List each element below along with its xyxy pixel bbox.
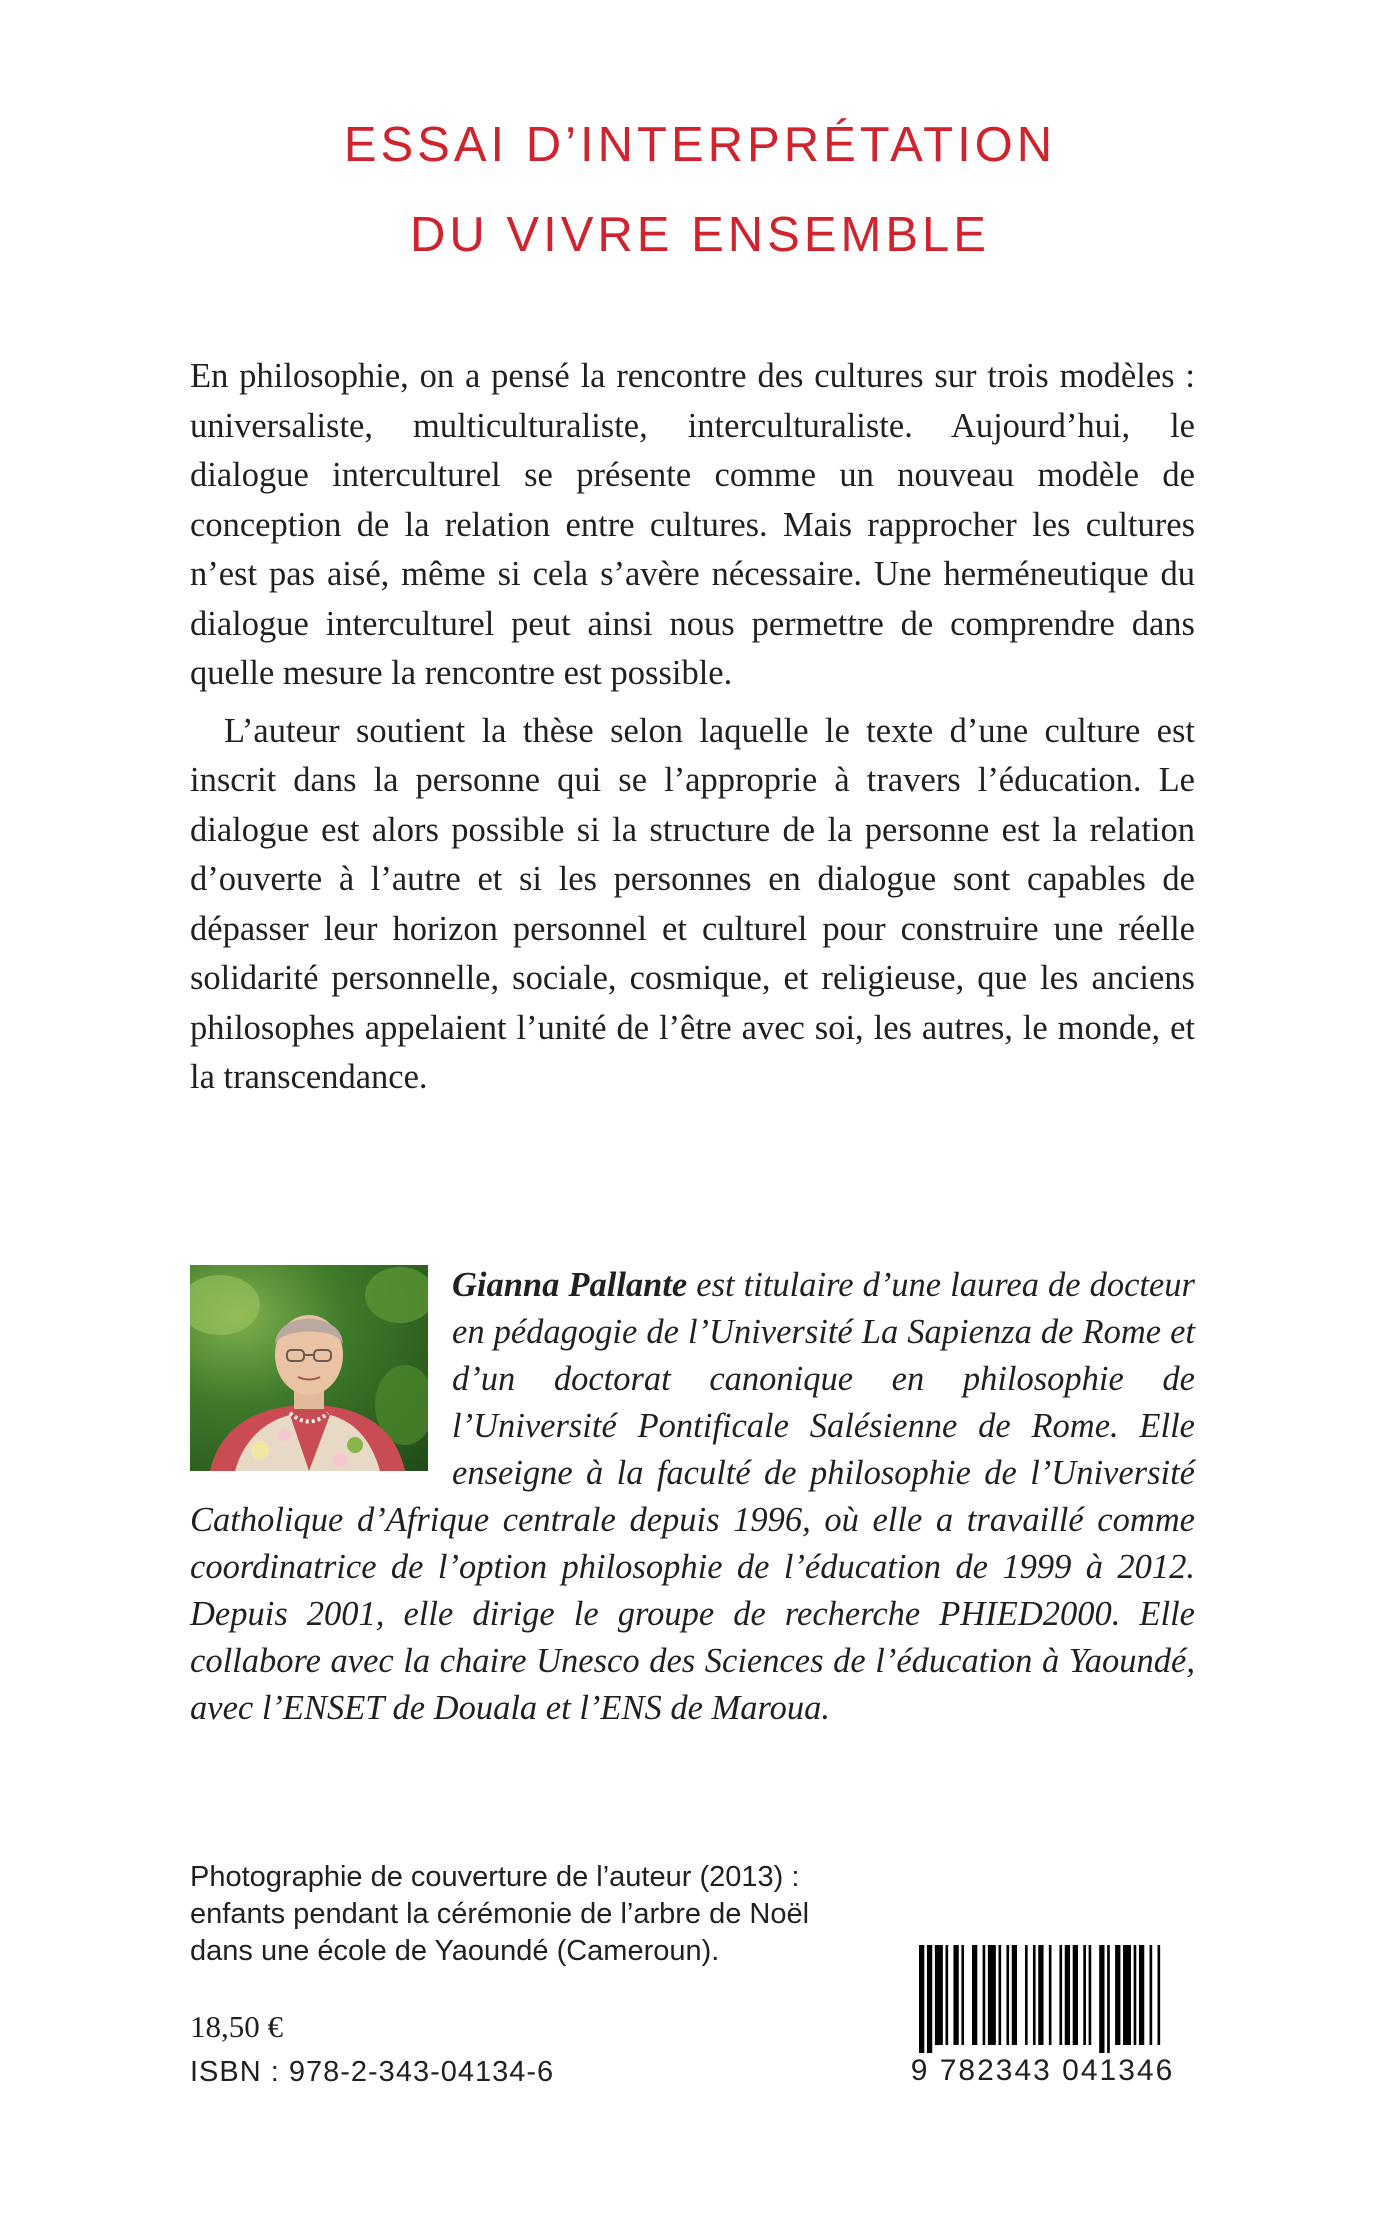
barcode-bars	[905, 1945, 1180, 2053]
barcode-bar	[1038, 1945, 1043, 2045]
barcode-bar	[1107, 1945, 1110, 2053]
photo-credit-line-3: dans une école de Yaoundé (Cameroun).	[190, 1935, 720, 1967]
author-bio	[190, 1262, 1195, 1732]
barcode-bar	[1073, 1945, 1078, 2045]
barcode-bar	[961, 1945, 964, 2045]
author-photo	[190, 1265, 428, 1471]
barcode-bar	[983, 1945, 986, 2045]
book-title-line-2: DU VIVRE ENSEMBLE	[410, 208, 990, 262]
photo-credit	[190, 1859, 890, 1970]
summary-paragraph-2: L’auteur soutient la thèse selon laquelle le texte d’une culture est inscrit dans la personne qui se l’approprie à travers l’éducation. Le dialogue est alors possible si la structure de la personne est la relation d’ouverte à l’autre et si les personnes en dialogue sont capables de dépasser leur horizon personnel et culturel pour construire une réelle solidarité personnelle, sociale, cosmique, et religieuse, que les anciens philosophes appelaient l’unité de l’être avec soi, les autres, le monde, et la transcendance.	[190, 711, 1195, 1096]
isbn: ISBN : 978-2-343-04134-6	[190, 2056, 555, 2088]
barcode-bar	[1006, 1945, 1009, 2045]
barcode-bar	[988, 1945, 996, 2045]
barcode-bar	[1158, 1945, 1161, 2045]
barcode-bar	[935, 1945, 943, 2045]
summary-paragraph-1: En philosophie, on a pensé la rencontre des cultures sur trois modèles : universaliste, multiculturaliste, interculturaliste. Aujourd’hui, le dialogue interculturel se présente comme un nouveau modèle de conception de la relation entre cultures. Mais rapprocher les cultures n’est pas aisé, même si cela s’avère nécessaire. Une herméneutique du dialogue interculturel peut ainsi nous permettre de comprendre dans quelle mesure la rencontre est possible.	[190, 357, 1195, 692]
barcode-bar	[1049, 1945, 1052, 2045]
book-title-line-1: ESSAI D’INTERPRÉTATION	[343, 118, 1057, 172]
barcode-bar	[1150, 1945, 1153, 2045]
barcode-bar	[1012, 1945, 1017, 2045]
author-name: Gianna Pallante	[452, 1266, 688, 1304]
barcode-bar	[1065, 1945, 1070, 2045]
barcode-bar	[1025, 1945, 1028, 2045]
barcode-bar	[953, 1945, 958, 2045]
barcode-bar	[1134, 1945, 1137, 2045]
book-title	[0, 100, 1400, 280]
barcode-bar	[1123, 1945, 1131, 2045]
barcode-bar	[999, 1945, 1002, 2045]
barcode-digits: 9 782343 041346	[910, 2054, 1175, 2087]
photo-credit-line-1: Photographie de couverture de l’auteur (2013) :	[190, 1861, 800, 1893]
price: 18,50 €	[190, 2009, 283, 2044]
barcode-bar	[972, 1945, 977, 2045]
barcode-bar	[946, 1945, 949, 2045]
barcode-bar	[927, 1945, 932, 2053]
barcode-bar	[1139, 1945, 1144, 2045]
barcode-bar	[1089, 1945, 1092, 2045]
barcode-bar	[919, 1945, 924, 2053]
barcode-bar	[1059, 1945, 1062, 2045]
barcode-bar	[1033, 1945, 1036, 2045]
photo-credit-line-2: enfants pendant la cérémonie de l’arbre de Noël	[190, 1898, 810, 1930]
author-bio-text: est titulaire d’une laurea de docteur en pédagogie de l’Université La Sapienza de Rome et d’un doctorat canonique en philosophie de l’Université Pontificale Salésienne de Rome. Elle enseigne à la faculté de philosophie de l’Université Catholique d’Afrique centrale depuis 1996, où elle a travaillé comme coordinatrice de l’option philosophie de l’éducation de 1999 à 2012. Depuis 2001, elle dirige le groupe de recherche PHIED2000. Elle collabore avec la chaire Unesco des Sciences de l’éducation à Yaoundé, avec l’ENSET de Douala et l’ENS de Maroua.	[190, 1266, 1195, 1727]
barcode-bar	[1115, 1945, 1120, 2045]
barcode-bar	[1083, 1945, 1086, 2045]
summary	[190, 352, 1195, 1103]
barcode-bar	[1099, 1945, 1104, 2053]
